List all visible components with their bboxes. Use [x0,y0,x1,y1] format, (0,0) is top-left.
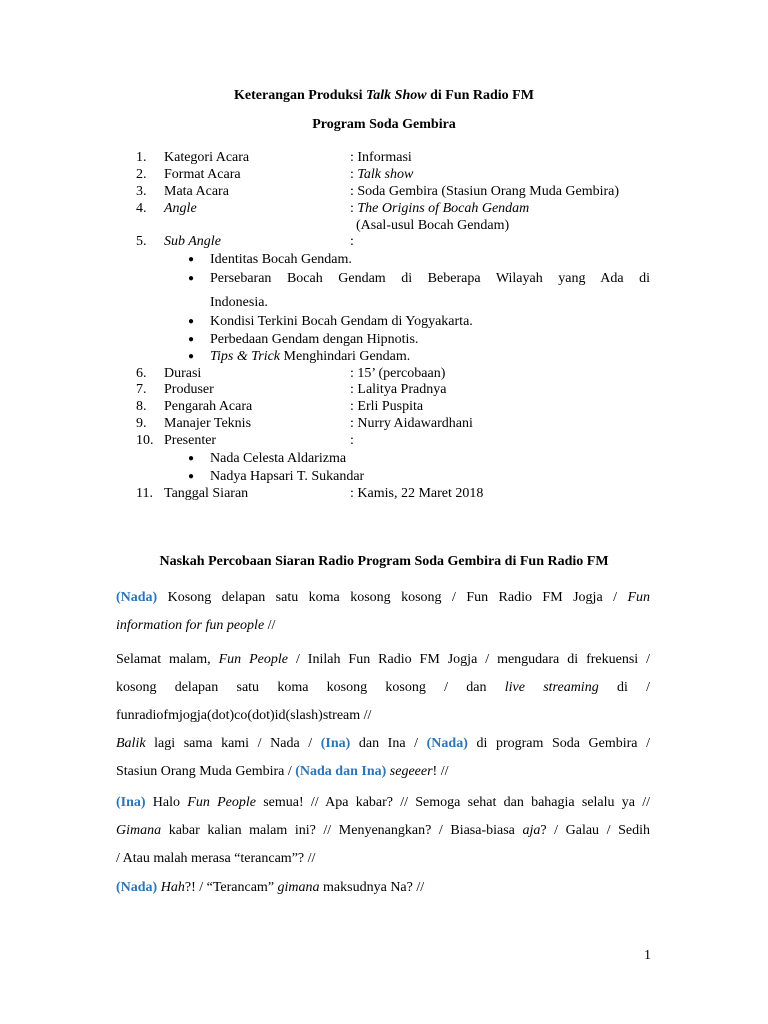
line-text: Kosong delapan satu koma kosong kosong / Fun Radio FM Jogja / [157,590,628,605]
bullet-text: Persebaran Bocah Gendam di Beberapa Wilayah yang Ada di [210,271,650,286]
document-title [0,88,768,104]
bullet-italic: Tips & Trick [210,349,281,364]
info-colon: : [350,167,358,182]
info-value: : Lalitya Pradnya [350,382,447,397]
line-italic: Fun People [187,795,256,810]
info-value: : [350,234,354,249]
info-value: : Informasi [350,150,412,165]
info-label: Produser [164,382,214,397]
line-text: di / [598,680,651,695]
bullet-icon: ● [188,254,195,265]
paragraph-line [116,874,650,902]
line-text: ! // [432,764,449,779]
bullet-text: Identitas Bocah Gendam. [210,252,352,267]
info-value: : Kamis, 22 Maret 2018 [350,486,484,501]
speaker-label: (Ina) [116,795,146,810]
info-value: : Nurry Aidawardhani [350,416,473,431]
info-value [350,200,529,217]
line-text: Selamat malam, [116,652,219,667]
line-italic: Balik [116,736,146,751]
info-value: : Soda Gembira (Stasiun Orang Muda Gembira) [350,184,620,199]
info-label: Mata Acara [164,184,229,199]
info-colon: : [350,201,358,216]
line-italic: Fun People [218,652,288,667]
bullet-text: Kondisi Terkini Bocah Gendam di Yogyakarta. [210,314,473,329]
info-label: Durasi [164,366,202,381]
bullet-text [210,348,410,365]
info-label: Angle [164,201,197,216]
paragraph-line [116,789,650,817]
info-value [350,166,413,183]
page-number: 1 [644,948,651,963]
line-text: di program Soda Gembira / [467,736,651,751]
info-value-cont: (Asal-usul Bocah Gendam) [356,218,510,233]
title-text-end: di Fun Radio FM [426,88,534,103]
bullet-text: Perbedaan Gendam dengan Hipnotis. [210,332,419,347]
info-num: 8. [136,399,147,414]
paragraph-line [116,612,650,640]
line-text: semua! // Apa kabar? // Semoga sehat dan bahagia selalu ya // [255,795,651,810]
bullet-icon: ● [188,316,195,327]
bullet-icon: ● [188,471,195,482]
line-text: ?! / “Terancam” [184,880,278,895]
presenter-name: Nada Celesta Aldarizma [210,451,347,466]
paragraph-line: / Atau malah merasa “terancam”? // [116,851,316,866]
line-text: maksudnya Na? // [319,880,425,895]
info-value-italic: Talk show [357,167,414,182]
paragraph-line [116,817,650,845]
line-text: lagi sama kami / Nada / [145,736,321,751]
info-value: : Erli Puspita [350,399,424,414]
info-num: 6. [136,366,147,381]
paragraph-line [116,758,650,786]
info-label: Tanggal Siaran [164,486,249,501]
info-label: Kategori Acara [164,150,250,165]
info-num: 10. [136,433,154,448]
info-num: 4. [136,201,147,216]
line-italic: segeeer [386,764,433,779]
info-value: : [350,433,354,448]
bullet-rest: Menghindari Gendam. [280,349,411,364]
info-num: 5. [136,234,147,249]
paragraph-line [116,674,650,702]
line-italic: live streaming [504,680,599,695]
speaker-label: (Nada) [116,590,158,605]
info-label: Sub Angle [164,234,221,249]
info-num: 1. [136,150,147,165]
script-paragraph-5 [116,874,650,902]
info-label: Pengarah Acara [164,399,253,414]
bullet-icon: ● [188,453,195,464]
line-italic: aja [522,823,541,838]
info-label: Manajer Teknis [164,416,252,431]
speaker-label: (Nada) [426,736,468,751]
script-paragraph-4 [116,789,650,873]
script-paragraph-1 [116,584,650,640]
script-title: Naskah Percobaan Siaran Radio Program Soda Gembira di Fun Radio FM [159,554,609,569]
title-text: Keterangan Produksi [234,88,367,103]
bullet-icon: ● [188,273,195,284]
speaker-label: (Nada dan Ina) [295,764,387,779]
info-num: 2. [136,167,147,182]
script-paragraph-3 [116,730,650,786]
info-value: : 15’ (percobaan) [350,366,446,381]
paragraph-line: funradiofmjogja(dot)co(dot)id(slash)stream // [116,708,372,723]
paragraph-line [116,730,650,758]
speaker-label: (Ina) [320,736,351,751]
line-text: kosong delapan satu koma kosong kosong / dan [116,680,505,695]
bullet-icon: ● [188,351,195,362]
line-text: // [264,618,276,633]
bullet-icon: ● [188,334,195,345]
info-num: 9. [136,416,147,431]
script-paragraph-2 [116,646,650,730]
line-text: Halo [145,795,188,810]
line-italic: Hah [157,880,185,895]
presenter-name: Nadya Hapsari T. Sukandar [210,469,365,484]
title-italic: Talk Show [366,88,427,103]
info-num: 7. [136,382,147,397]
bullet-text-cont: Indonesia. [210,295,268,310]
line-text: dan Ina / [350,736,427,751]
speaker-label: (Nada) [116,880,158,895]
paragraph-line [116,646,650,674]
line-text: Stasiun Orang Muda Gembira / [116,764,296,779]
info-label: Format Acara [164,167,241,182]
line-text: ? / Galau / Sedih [540,823,650,838]
line-italic: Fun [627,590,650,605]
info-num: 3. [136,184,147,199]
line-text: / Inilah Fun Radio FM Jogja / mengudara di frekuensi / [288,652,651,667]
line-italic: Gimana [116,823,162,838]
info-label: Presenter [164,433,217,448]
line-italic: information for fun people [116,618,265,633]
info-value-italic: The Origins of Bocah Gendam [357,201,530,216]
paragraph-line [116,584,650,612]
info-num: 11. [136,486,153,501]
line-italic: gimana [277,880,320,895]
line-text: kabar kalian malam ini? // Menyenangkan? / Biasa-biasa [161,823,523,838]
document-subtitle: Program Soda Gembira [312,117,456,132]
